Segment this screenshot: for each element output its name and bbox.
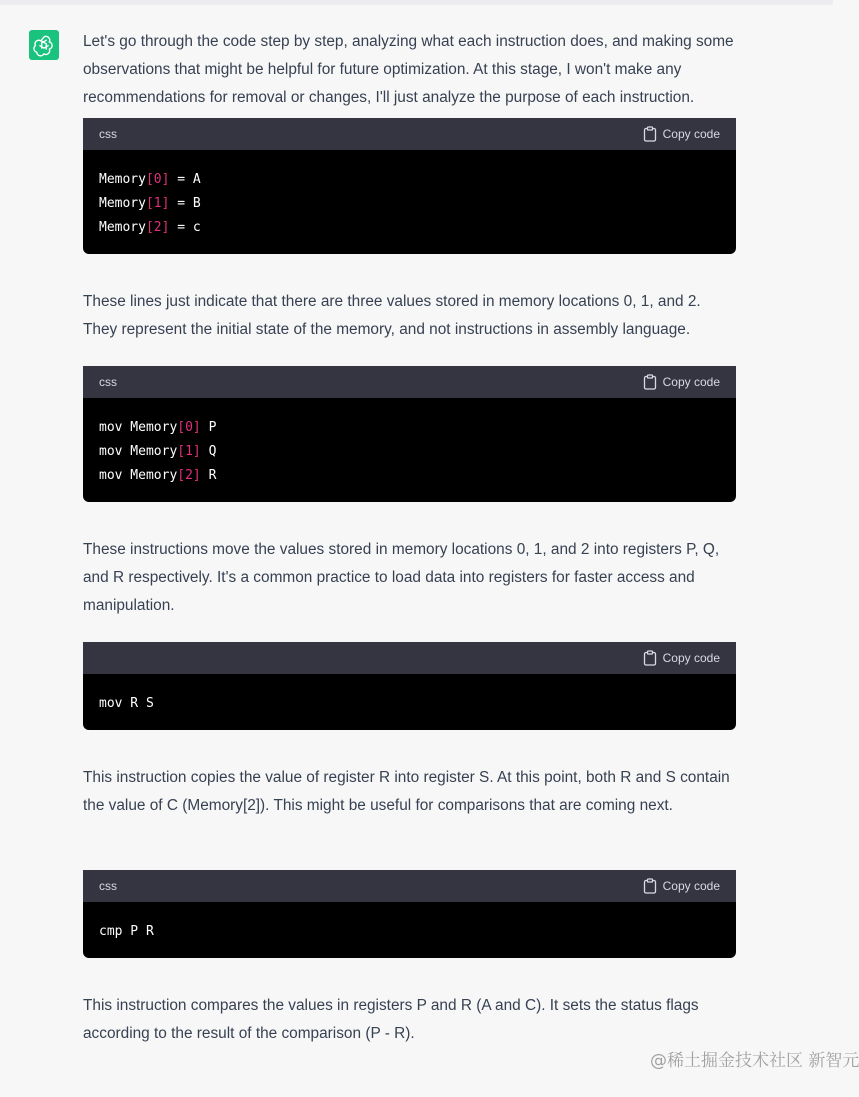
explanation-paragraph: This instruction copies the value of register R into register S. At this point, both R and S contain the value of C (Memory[2]). This might be useful for comparisons that are coming next. (83, 769, 730, 814)
code-token: Memory (99, 172, 146, 187)
code-block (83, 870, 736, 958)
code-token: mov Memory (99, 420, 178, 435)
clipboard-icon (643, 650, 657, 666)
code-token: Memory (99, 196, 146, 211)
code-token: mov R S (99, 696, 154, 711)
code-token: = B (169, 196, 201, 211)
clipboard-icon (643, 374, 657, 390)
code-body (83, 150, 736, 246)
code-token: Q (200, 444, 217, 459)
code-token: P (200, 420, 217, 435)
code-line (99, 440, 720, 464)
assistant-message (83, 28, 736, 1042)
code-line (99, 920, 720, 944)
code-line (99, 464, 720, 488)
copy-code-label: Copy code (662, 651, 720, 665)
explanation-paragraph: These lines just indicate that there are three values stored in memory locations 0, 1, and 2. They represent the initial state of the memory, and not instructions in assembly language. (83, 293, 701, 338)
copy-code-label: Copy code (662, 127, 720, 141)
code-token: = A (169, 172, 201, 187)
copy-code-label: Copy code (662, 879, 720, 893)
intro-paragraph: Let's go through the code step by step, analyzing what each instruction does, and making some observations that might be helpful for future optimization. At this stage, I won't make any recommendations for removal or changes, I'll just analyze the purpose of each instruction. (83, 33, 734, 106)
watermark: @稀土掘金技术社区 新智元 (650, 1051, 859, 1071)
code-line (99, 168, 720, 192)
code-token: = c (169, 220, 201, 235)
code-language-label: css (99, 375, 117, 389)
explanation-paragraph: This instruction compares the values in registers P and R (A and C). It sets the status flags according to the result of the comparison (P - R). (83, 997, 699, 1042)
code-token: mov Memory (99, 444, 178, 459)
code-line (99, 416, 720, 440)
code-token: R (200, 468, 217, 483)
copy-code-button[interactable] (643, 878, 720, 894)
copy-code-label: Copy code (662, 375, 720, 389)
code-index-token: [2] (145, 220, 170, 235)
top-divider (0, 0, 833, 5)
code-block (83, 366, 736, 502)
code-token: cmp P R (99, 924, 154, 939)
copy-code-button[interactable] (643, 126, 720, 142)
code-block (83, 642, 736, 730)
copy-code-button[interactable] (643, 374, 720, 390)
code-header (83, 870, 736, 902)
explanation-paragraph: These instructions move the values stored in memory locations 0, 1, and 2 into registers P, Q, and R respectively. It's a common practice to load data into registers for faster access and manipulation. (83, 541, 720, 614)
code-block (83, 118, 736, 254)
code-token: Memory (99, 220, 146, 235)
openai-logo-icon (29, 30, 59, 60)
code-body (83, 674, 736, 722)
code-header (83, 118, 736, 150)
code-index-token: [0] (177, 420, 201, 435)
code-index-token: [1] (177, 444, 201, 459)
copy-code-button[interactable] (643, 650, 720, 666)
code-language-label: css (99, 127, 117, 141)
clipboard-icon (643, 126, 657, 142)
clipboard-icon (643, 878, 657, 894)
code-index-token: [0] (145, 172, 170, 187)
code-line (99, 692, 720, 716)
code-body (83, 398, 736, 494)
code-token: mov Memory (99, 468, 178, 483)
code-line (99, 216, 720, 240)
code-header (83, 642, 736, 674)
code-index-token: [1] (145, 196, 170, 211)
code-body (83, 902, 736, 950)
code-line (99, 192, 720, 216)
code-header (83, 366, 736, 398)
code-language-label: css (99, 879, 117, 893)
code-index-token: [2] (177, 468, 201, 483)
